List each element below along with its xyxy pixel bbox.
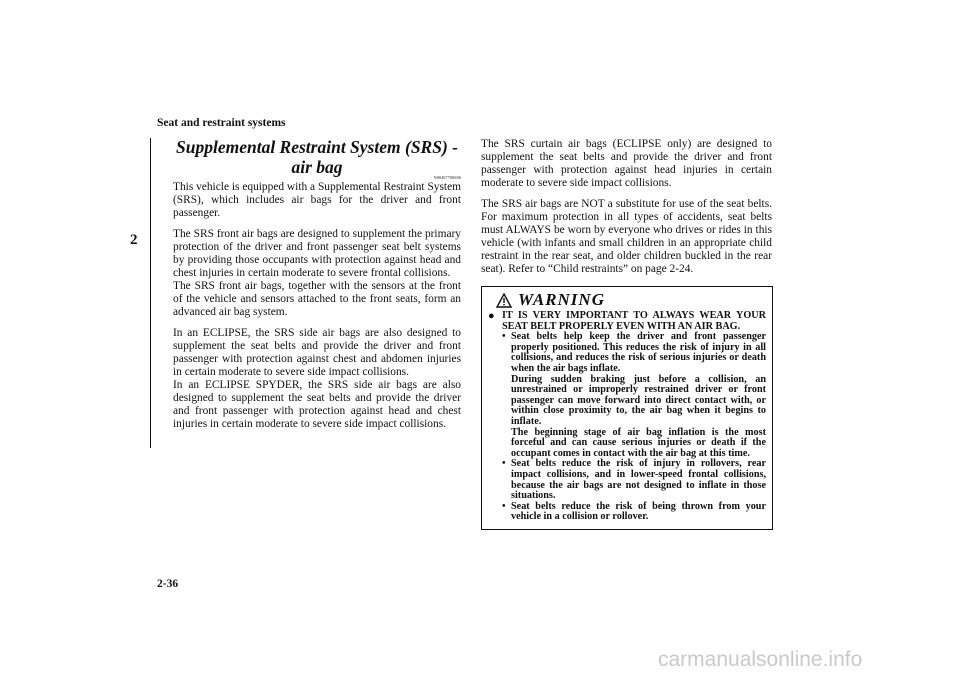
warning-triangle-icon	[496, 293, 512, 308]
page-title: Supplemental Restraint System (SRS) - air bag	[176, 137, 458, 177]
paragraph: The SRS air bags are NOT a substitute for use of the seat belts. For maximum protection in all types of accidents, seat belts must ALWAYS be worn by everyone who drives or rides in this vehicle (with infants and small children in an appropriate child restraint in the rear seat, and older children buckled in the rear seat). Refer to “Child restraints” on page 2-24.	[481, 198, 772, 275]
paragraph: The SRS curtain air bags (ECLIPSE only) are designed to supplement the seat belts and provide the driver and front passenger with protection against head injuries in certain moderate to severe side impact collisions.	[481, 138, 772, 189]
bullet-icon: •	[502, 331, 506, 343]
bullet-icon: •	[502, 500, 506, 512]
warning-item-text: The beginning stage of air bag inflation is the most forceful and can cause serious injuries or death if the occupant comes in contact with the air bag at this time.	[511, 426, 766, 459]
page-number: 2-36	[157, 578, 179, 590]
document-code: N00407700606	[433, 175, 461, 180]
warning-item-text: Seat belts reduce the risk of injury in rollovers, rear impact collisions, and in lower-speed frontal collisions, because the air bags are not designed to inflate in those situations.	[511, 458, 766, 502]
bullet-icon: •	[502, 458, 506, 470]
chapter-divider	[150, 138, 151, 448]
paragraph: The SRS front air bags, together with the sensors at the front of the vehicle and sensors attached to the front seats, form an advanced air bag system.	[173, 280, 461, 318]
paragraph: This vehicle is equipped with a Supplemental Restraint System (SRS), which includes air bags for the driver and front passenger.	[173, 181, 461, 219]
warning-item-text: Seat belts help keep the driver and front passenger properly positioned. This reduces the risk of injury in all collisions, and reduces the risk of serious injuries or death when the air bags inflate.	[511, 331, 766, 374]
paragraph: The SRS front air bags are designed to supplement the primary protection of the driver and front passenger seat belt systems by providing those occupants with protection against head and chest injuries in certain moderate to severe frontal collisions.	[173, 228, 461, 279]
paragraph: In an ECLIPSE SPYDER, the SRS side air bags are also designed to supplement the seat belts and provide the driver and front passenger with protection against head and chest injuries in certain moderate to severe side impact collisions.	[173, 379, 461, 430]
right-column	[481, 138, 772, 530]
left-column	[173, 137, 461, 439]
warning-title: WARNING	[518, 290, 605, 309]
bullet-dot-icon: ●	[488, 310, 495, 322]
section-header: Seat and restraint systems	[157, 117, 286, 129]
paragraph: In an ECLIPSE, the SRS side air bags are also designed to supplement the seat belts and provide the driver and front passenger with protection against chest and abdomen injuries in certain moderate to severe side impact collisions.	[173, 327, 461, 378]
warning-header	[488, 289, 766, 311]
warning-item	[488, 459, 766, 501]
warning-item	[488, 332, 766, 374]
watermark: carmanualsonline.info	[658, 648, 863, 671]
warning-item-text: During sudden braking just before a collision, an unrestrained or improperly restrained driver or front passenger can move forward into direct contact with, or within close proximity to, the air bag when it begins to inflate.	[511, 373, 766, 427]
warning-item-text: Seat belts reduce the risk of being thrown from your vehicle in a collision or rollover.	[511, 500, 766, 523]
warning-box	[481, 286, 773, 530]
chapter-number: 2	[130, 232, 138, 248]
warning-item	[488, 428, 766, 460]
warning-item	[488, 375, 766, 428]
warning-item	[488, 502, 766, 523]
warning-main-text: IT IS VERY IMPORTANT TO ALWAYS WEAR YOUR SEAT BELT PROPERLY EVEN WITH AN AIR BAG.	[502, 310, 766, 332]
warning-main-item	[488, 311, 766, 332]
